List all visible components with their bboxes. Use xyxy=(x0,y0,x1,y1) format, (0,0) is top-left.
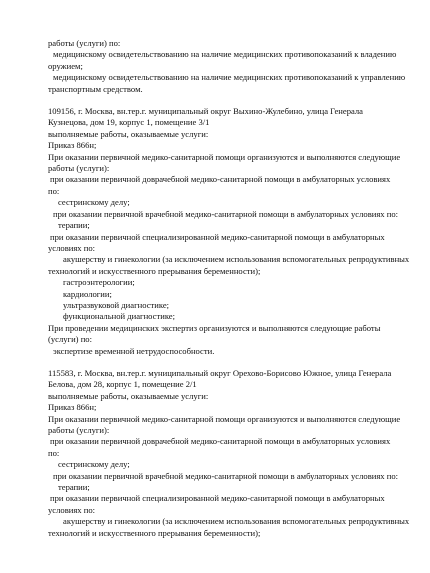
text-line: медицинскому освидетельствованию на наличие медицинских противопоказаний к владению xyxy=(53,49,397,60)
text-line: При оказании первичной медико-санитарной помощи организуются и выполняются следующие xyxy=(48,413,401,424)
text-line: (услуги) по: xyxy=(48,334,92,345)
service-item: акушерству и гинекологии (за исключением использования вспомогательных репродуктивных xyxy=(63,254,410,265)
order-reference: Приказ 866н; xyxy=(48,140,97,151)
service-item: сестринскому делу; xyxy=(58,459,130,470)
service-item: терапии; xyxy=(58,482,90,493)
address-line: Белова, дом 28, корпус 1, помещение 2/1 xyxy=(48,379,197,390)
address-block-1 xyxy=(48,106,420,357)
works-label: выполняемые работы, оказываемые услуги: xyxy=(48,128,209,139)
text-line: по: xyxy=(48,185,60,196)
top-fragment xyxy=(48,38,420,95)
text-line: медицинскому освидетельствованию на наличие медицинских противопоказаний к управлению xyxy=(53,72,406,83)
text-line: условиях по: xyxy=(48,504,96,515)
order-reference: Приказ 866н; xyxy=(48,402,97,413)
text-line: оружием; xyxy=(48,60,83,71)
text-line: работы (услуги): xyxy=(48,425,110,435)
service-item: ультразвуковой диагностике; xyxy=(63,299,170,310)
text-line: при оказании первичной специализированной медико-санитарной помощи в амбулаторных xyxy=(50,231,385,242)
document-page xyxy=(48,38,420,539)
text-line: при оказании первичной доврачебной медико-санитарной помощи в амбулаторных условиях xyxy=(50,174,391,185)
text-line: при оказании первичной специализированной медико-санитарной помощи в амбулаторных xyxy=(50,493,385,504)
text-line: при оказании первичной врачебной медико-санитарной помощи в амбулаторных условиях по: xyxy=(53,470,399,481)
text-line: по: xyxy=(48,447,60,458)
service-item: гастроэнтерологии; xyxy=(63,277,135,288)
service-item: сестринскому делу; xyxy=(58,197,130,208)
address-line: Кузнецова, дом 19, корпус 1, помещение 3/1 xyxy=(48,117,210,128)
service-item: экспертизе временной нетрудоспособности. xyxy=(53,345,215,356)
text-line: технологий и искусственного прерывания беременности); xyxy=(48,265,261,276)
address-line: 115583, г. Москва, вн.тер.г. муниципальный округ Орехово-Борисово Южное, улица Генерала xyxy=(48,367,392,378)
works-label: выполняемые работы, оказываемые услуги: xyxy=(48,390,209,401)
text-line: транспортным средством. xyxy=(48,83,143,94)
text-line: При оказании первичной медико-санитарной помощи организуются и выполняются следующие xyxy=(48,151,401,162)
text-line: при оказании первичной врачебной медико-санитарной помощи в амбулаторных условиях по: xyxy=(53,208,399,219)
text-line: работы (услуги): xyxy=(48,163,110,174)
text-line: условиях по: xyxy=(48,242,96,253)
address-line: 109156, г. Москва, вн.тер.г. муниципальный округ Выхино-Жулебино, улица Генерала xyxy=(48,106,363,117)
address-block-2 xyxy=(48,368,420,539)
text-line: технологий и искусственного прерывания беременности); xyxy=(48,527,261,538)
service-item: акушерству и гинекологии (за исключением использования вспомогательных репродуктивных xyxy=(63,516,410,527)
service-item: кардиологии; xyxy=(63,288,112,299)
service-item: терапии; xyxy=(58,220,90,231)
service-item: функциональной диагностике; xyxy=(63,311,176,322)
text-line: при оказании первичной доврачебной медико-санитарной помощи в амбулаторных условиях xyxy=(50,436,391,447)
text-line: При проведении медицинских экспертиз организуются и выполняются следующие работы xyxy=(48,322,381,333)
text-line: работы (услуги) по: xyxy=(48,38,121,48)
